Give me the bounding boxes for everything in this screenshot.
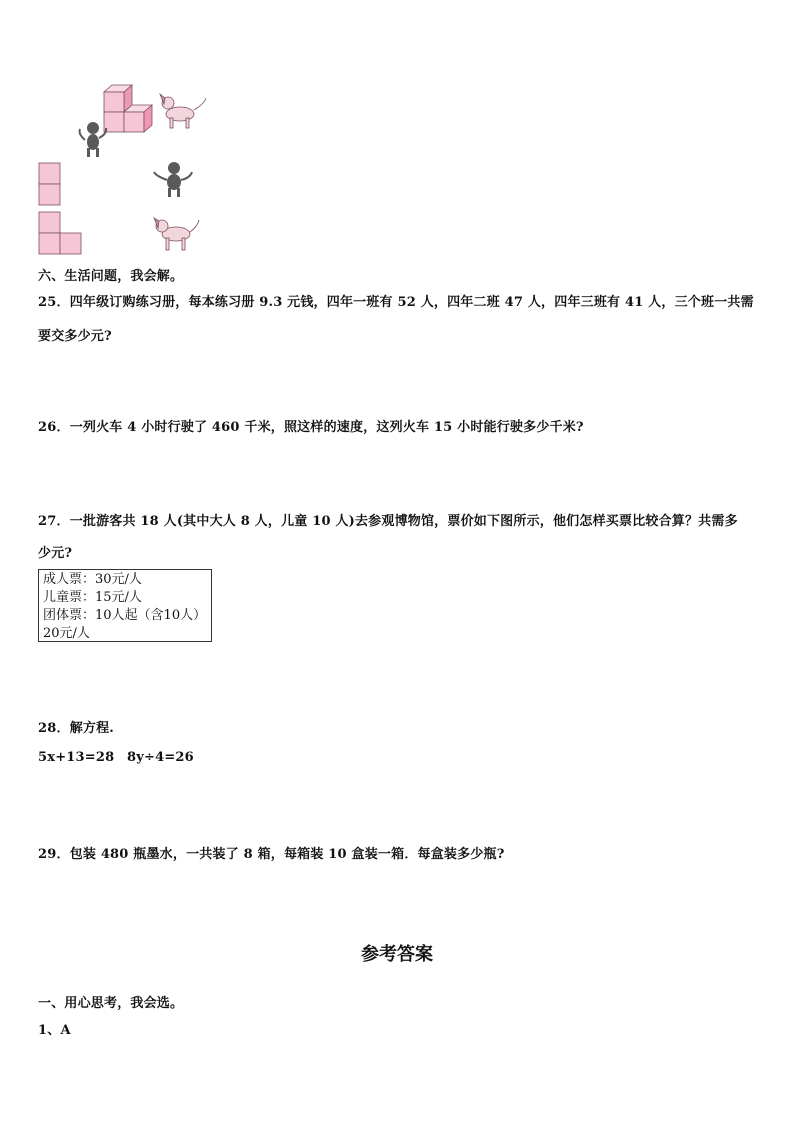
question-27-line-1: 27．一批游客共 18 人(其中大人 8 人，儿童 10 人)去参观博物馆，票价如下图所示，他们怎样买票比较合算？共需多: [38, 514, 738, 529]
monkey-icon: [80, 122, 107, 157]
answer-1: 1、A: [38, 1023, 71, 1038]
ticket-price-table: [38, 569, 212, 642]
answer-section-one: 一、用心思考，我会选。: [38, 996, 184, 1011]
adult-ticket-price: 成人票：30元/人: [43, 572, 142, 587]
monkey-icon: [150, 160, 196, 200]
cube-stack-illustration: [76, 82, 212, 160]
dog-icon: [160, 94, 206, 128]
section-heading: 六、生活问题，我会解。: [38, 269, 184, 284]
question-25-line-2: 要交多少元?: [38, 329, 112, 344]
child-ticket-price: 儿童票：15元/人: [43, 590, 142, 605]
group-ticket-rule: 团体票：10人起（含10人）: [43, 608, 207, 623]
view-option-vertical: [38, 162, 62, 206]
question-28: 28．解方程.: [38, 721, 115, 736]
question-29: 29．包装 480 瓶墨水，一共装了 8 箱，每箱装 10 盒装一箱．每盒装多少瓶?: [38, 847, 505, 862]
equation-1: 5x+13=28: [38, 750, 115, 765]
answer-key-title: 参考答案: [361, 944, 433, 965]
question-26: 26．一列火车 4 小时行驶了 460 千米，照这样的速度，这列火车 15 小时能行驶多少千米?: [38, 420, 584, 435]
equation-2: 8y÷4=26: [127, 750, 194, 765]
question-27-line-2: 少元?: [38, 546, 73, 561]
cube-stack: [104, 85, 152, 132]
dog-icon: [148, 216, 202, 256]
question-25-line-1: 25．四年级订购练习册，每本练习册 9.3 元钱，四年一班有 52 人，四年二班 47 人，四年三班有 41 人，三个班一共需: [38, 295, 754, 310]
group-ticket-price: 20元/人: [43, 626, 90, 641]
view-option-l-shape: [38, 211, 84, 257]
